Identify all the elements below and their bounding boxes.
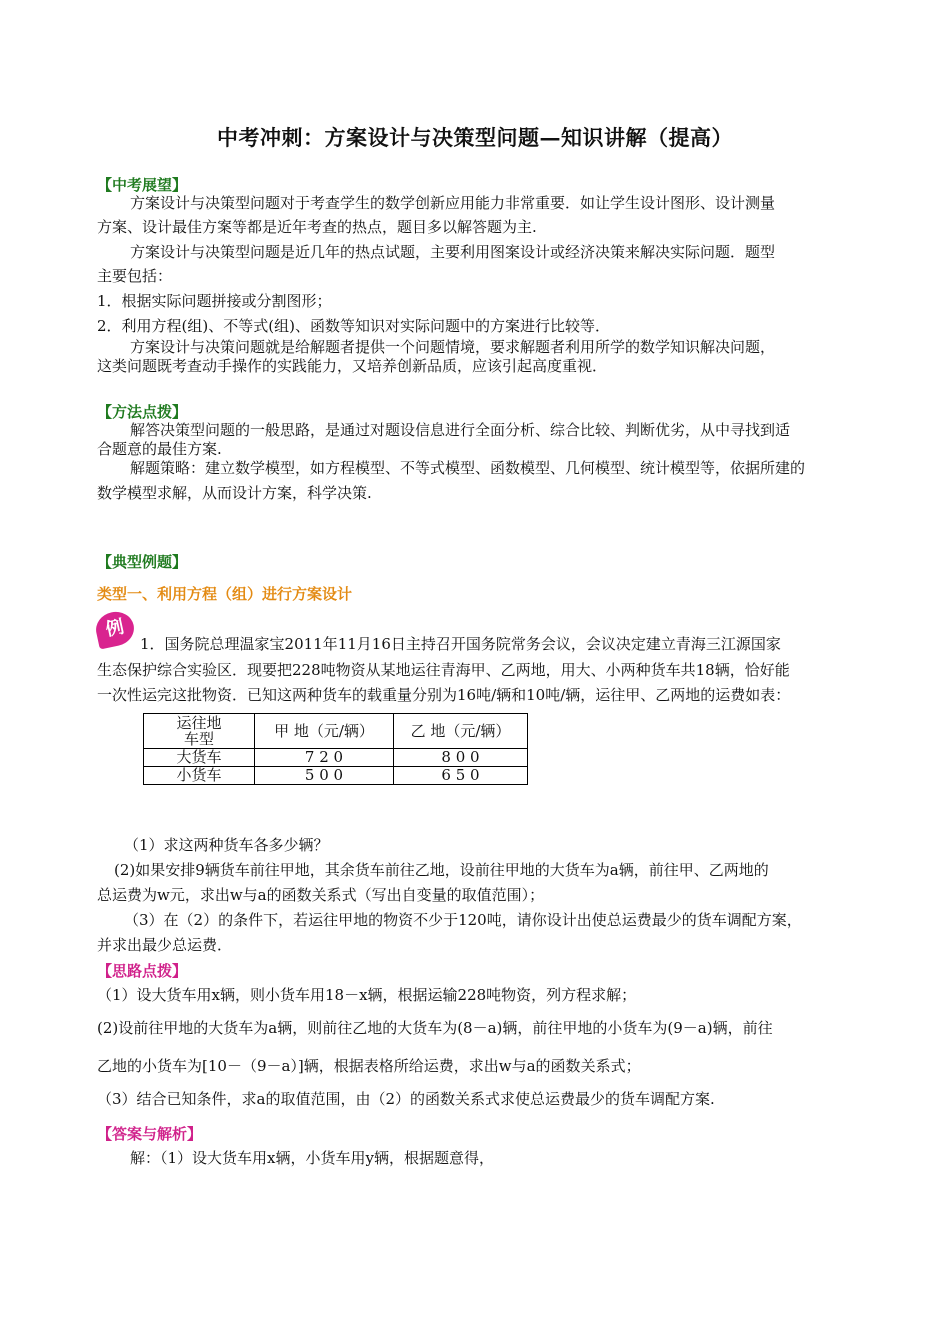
corner-bottom-label: 车型 [183,730,214,748]
subquestion-line: （3）在（2）的条件下，若运往甲地的物资不少于120吨，请你设计出使总运费最少的货车调配方案， [124,911,802,929]
subquestion-line: 并求出最少总运费． [97,936,233,954]
question-line: 1．国务院总理温家宝2011年11月16日主持召开国务院常务会议，会议决定建立青海三江源国家 [140,635,781,653]
paragraph-line: 解题策略：建立数学模型，如方程模型、不等式模型、函数模型、几何模型、统计模型等，依据所建的 [130,459,806,477]
section-header-examples: 【典型例题】 [97,553,188,571]
example-type-heading: 类型一、利用方程（组）进行方案设计 [97,585,353,603]
table-header-cell: 甲 地（元/辆） [255,714,394,749]
example-badge-icon: 例 [93,608,137,649]
answer-line: 解：（1）设大货车用x辆，小货车用y辆，根据题意得， [130,1149,494,1167]
paragraph-line: 方案设计与决策问题就是给解题者提供一个问题情境，要求解题者利用所学的数学知识解决问题， [130,338,776,356]
section-header-outlook: 【中考展望】 [97,176,188,194]
paragraph-line: 主要包括： [97,267,173,285]
subquestion-line: (2)如果安排9辆货车前往甲地，其余货车前往乙地，设前往甲地的大货车为a辆，前往甲、乙两地的 [114,861,769,879]
table-cell: 小货车 [144,767,255,785]
hint-line: （1）设大货车用x辆，则小货车用18－x辆，根据运输228吨物资，列方程求解； [97,986,637,1004]
table-cell: 5 0 0 [255,767,394,785]
section-header-hint: 【思路点拨】 [97,962,188,980]
corner-top-label: 运往地 [176,714,222,732]
table-cell: 7 2 0 [255,749,394,767]
paragraph-line: 这类问题既考查动手操作的实践能力，又培养创新品质，应该引起高度重视． [97,357,608,375]
subquestion-line: （1）求这两种货车各多少辆？ [124,836,329,854]
question-line: 一次性运完这批物资．已知这两种货车的载重量分别为16吨/辆和10吨/辆，运往甲、乙两地的运费如表： [97,686,791,704]
freight-cost-table [143,713,528,785]
hint-line: (2)设前往甲地的大货车为a辆，则前往乙地的大货车为(8－a)辆，前往甲地的小货车为(9－a)辆，前往 [97,1019,773,1037]
paragraph-line: 方案设计与决策型问题对于考查学生的数学创新应用能力非常重要．如让学生设计图形、设计测量 [130,194,776,212]
paragraph-line: 方案设计与决策型问题是近几年的热点试题，主要利用图案设计或经济决策来解决实际问题．题型 [130,243,776,261]
section-header-answer: 【答案与解析】 [97,1125,203,1143]
table-row [144,767,528,785]
table-cell: 8 0 0 [394,749,528,767]
list-item: 1．根据实际问题拼接或分割图形； [97,292,332,310]
list-item: 2．利用方程(组)、不等式(组)、函数等知识对实际问题中的方案进行比较等． [97,317,610,335]
question-line: 生态保护综合实验区．现要把228吨物资从某地运往青海甲、乙两地，用大、小两种货车共18辆，恰好能 [97,661,790,679]
table-row [144,749,528,767]
section-header-method: 【方法点拨】 [97,403,188,421]
hint-line: 乙地的小货车为[10－（9－a）]辆，根据表格所给运费，求出w与a的函数关系式； [97,1057,641,1075]
paragraph-line: 数学模型求解，从而设计方案，科学决策. [97,484,372,502]
table-header-cell: 乙 地（元/辆） [394,714,528,749]
page-title: 中考冲刺：方案设计与决策型问题—知识讲解（提高） [217,125,733,150]
hint-line: （3）结合已知条件，求a的取值范围，由（2）的函数关系式求使总运费最少的货车调配方案. [97,1090,715,1108]
table-cell: 6 5 0 [394,767,528,785]
paragraph-line: 方案、设计最佳方案等都是近年考查的热点，题目多以解答题为主. [97,218,537,236]
paragraph-line: 合题意的最佳方案. [97,440,222,458]
table-cell: 大货车 [144,749,255,767]
subquestion-line: 总运费为w元，求出w与a的函数关系式（写出自变量的取值范围）； [97,886,545,904]
table-corner-cell [144,714,255,749]
paragraph-line: 解答决策型问题的一般思路，是通过对题设信息进行全面分析、综合比较、判断优劣，从中寻找到适 [130,421,791,439]
